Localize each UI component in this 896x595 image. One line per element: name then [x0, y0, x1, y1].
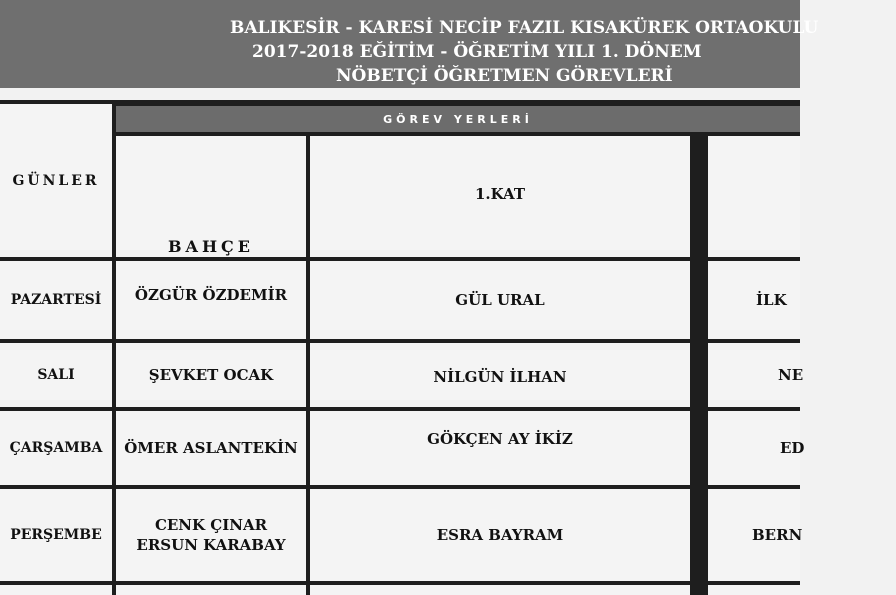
row-partial	[116, 585, 306, 595]
row-next: İLK	[708, 261, 800, 339]
document-title: NÖBETÇİ ÖĞRETMEN GÖREVLERİ	[336, 66, 673, 86]
duty-table	[0, 100, 805, 595]
row-bahce-multi	[116, 489, 306, 581]
row-bahce: ÖZGÜR ÖZDEMİR	[116, 261, 306, 339]
row-partial	[0, 585, 112, 595]
row-partial	[708, 585, 800, 595]
row-1kat: NİLGÜN İLHAN	[310, 343, 690, 407]
location-next-header	[708, 136, 800, 257]
row-bahce-name: CENK ÇINAR	[154, 516, 268, 534]
location-bahce-header: BAHÇE	[116, 136, 306, 257]
row-bahce: ŞEVKET OCAK	[116, 343, 306, 407]
row-1kat: GÖKÇEN AY İKİZ	[310, 411, 690, 485]
locations-group-header: GÖREV YERLERİ	[116, 106, 800, 132]
academic-year: 2017-2018 EĞİTİM - ÖĞRETİM YILI 1. DÖNEM	[252, 42, 702, 62]
row-next: ED	[708, 411, 800, 485]
days-column-header: GÜNLER	[0, 104, 112, 257]
row-bahce-name: ERSUN KARABAY	[136, 536, 286, 554]
row-next: BERN	[708, 489, 800, 581]
row-1kat: GÜL URAL	[310, 261, 690, 339]
school-name: BALIKESİR - KARESİ NECİP FAZIL KISAKÜREK ORTAOKULU	[230, 18, 819, 38]
row-day: SALI	[0, 343, 112, 407]
title-banner	[0, 0, 819, 88]
row-next: NE	[708, 343, 800, 407]
row-day: PERŞEMBE	[0, 489, 112, 581]
row-1kat: ESRA BAYRAM	[310, 489, 690, 581]
location-1kat-header: 1.KAT	[310, 136, 690, 257]
row-day: ÇARŞAMBA	[0, 411, 112, 485]
row-bahce: ÖMER ASLANTEKİN	[116, 411, 306, 485]
row-day: PAZARTESİ	[0, 261, 112, 339]
row-partial	[310, 585, 690, 595]
